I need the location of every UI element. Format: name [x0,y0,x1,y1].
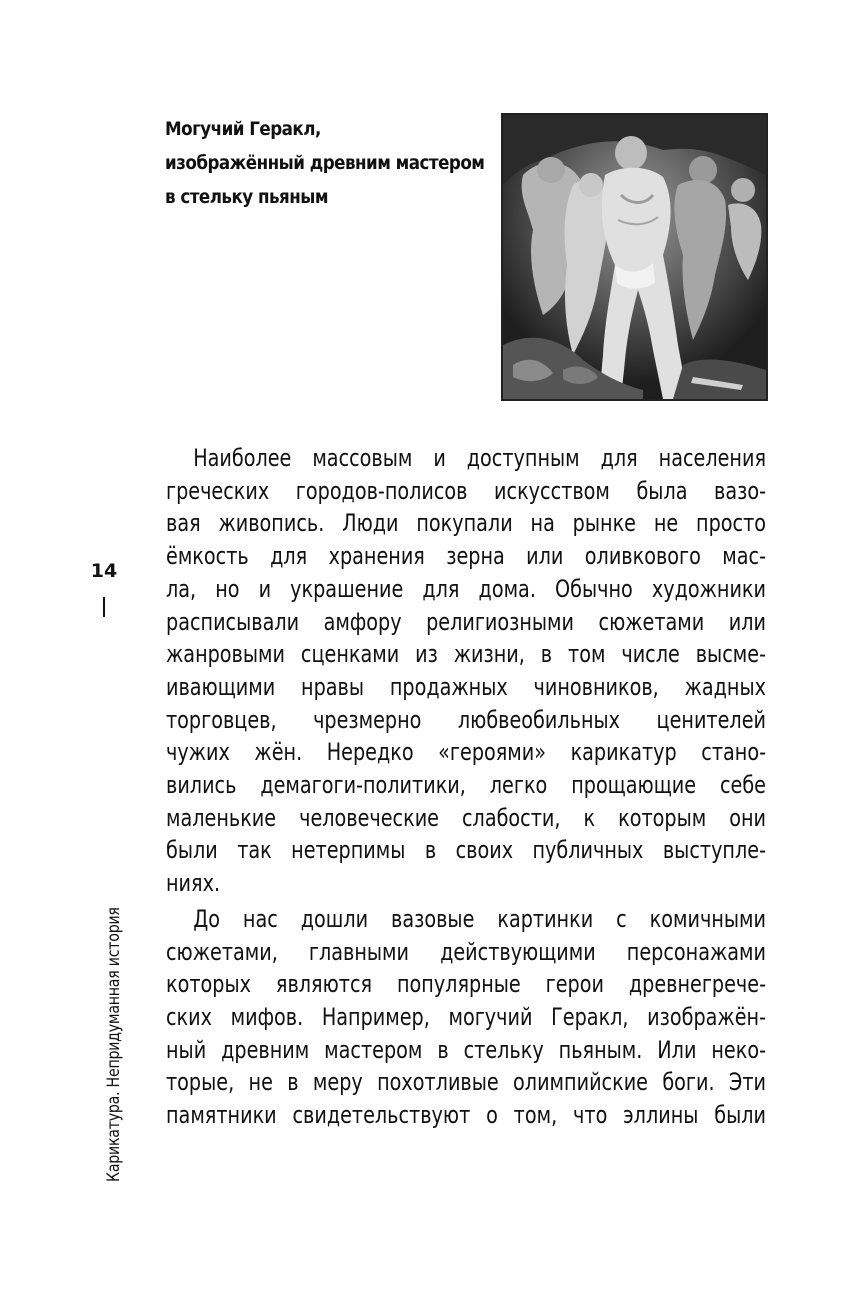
text-line: ла, но и украшение для дома. Обычно художники [166,574,766,603]
caption-line: изображённый древним мастером [165,152,485,174]
text-line: До нас дошли вазовые картинки с комичными [193,904,766,933]
text-line: сюжетами, главными действующими персонажами [166,937,766,966]
text-line: памятники свидетельствуют о том, что эллины были [166,1101,766,1130]
page-number: 14 [90,560,118,582]
text-line: ских мифов. Например, могучий Геракл, изображён- [166,1002,766,1031]
text-line: греческих городов-полисов искусством была вазо- [166,476,766,505]
text-line: ный древним мастером в стельку пьяным. Или неко- [166,1035,766,1064]
text-line: ёмкость для хранения зерна или оливкового мас- [166,542,766,571]
text-line: ниях. [166,869,221,898]
divider [103,597,105,617]
text-line: жанровыми сценками из жизни, в том числе высме- [166,640,766,669]
text-line: чужих жён. Нередко «героями» карикатур стано- [166,738,766,767]
running-title-text: Карикатура. Непридуманная история [104,907,123,1182]
text-line: вая живопись. Люди покупали на рынке не просто [166,509,766,538]
body-text [166,442,766,1132]
text-line: Наиболее массовым и доступным для населения [193,444,766,472]
text-line: ивающими нравы продажных чиновников, жадных [166,672,766,701]
text-line: торговцев, чрезмерно любвеобильных ценителей [166,705,766,734]
caption-line: в стельку пьяным [165,186,328,208]
painting-image [501,113,768,401]
figure-caption [165,112,485,214]
text-line: вились демагоги-политики, легко прощающие себе [166,771,766,800]
running-title [104,863,123,1182]
text-line: которых являются популярные герои древнегрече- [166,970,766,999]
page-margin [84,560,124,1182]
text-line: маленькие человеческие слабости, к которым они [166,803,766,832]
text-line: были так нетерпимы в своих публичных выступле- [166,836,766,865]
text-line: торые, не в меру похотливые олимпийские боги. Эти [166,1068,766,1097]
text-line: расписывали амфору религиозными сюжетами или [166,607,766,636]
painting-drunken-hercules-icon [503,115,766,399]
caption-line: Могучий Геракл, [165,118,321,140]
